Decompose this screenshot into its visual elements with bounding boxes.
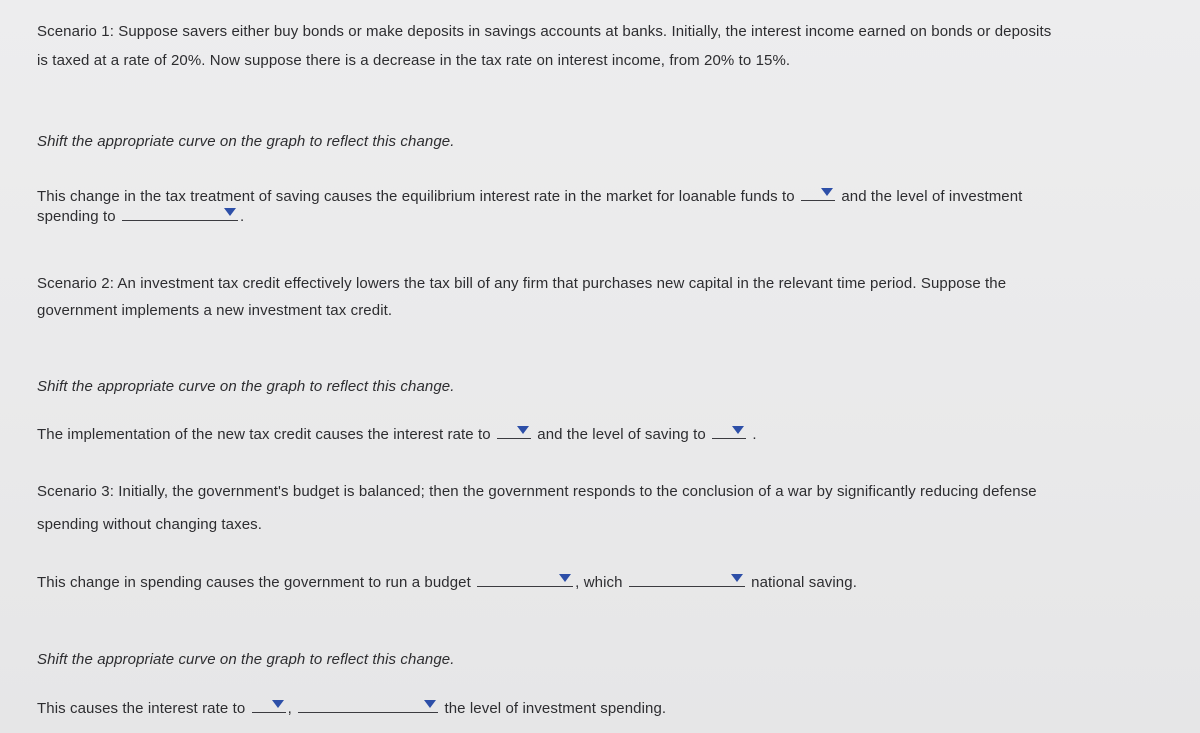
dropdown-arrow-icon <box>559 574 571 582</box>
scenario2-question-line <box>37 424 757 445</box>
dropdown-arrow-icon <box>224 208 236 216</box>
scenario3-interest-rate-dropdown[interactable] <box>252 698 286 713</box>
scenario1-question-line1 <box>37 186 1022 207</box>
scenario3-text-line1: Scenario 3: Initially, the government's budget is balanced; then the government responds to the conclusion of a war by significantly reducing defense <box>37 483 1037 500</box>
scenario1-question-period: . <box>239 208 245 225</box>
scenario3-question-line <box>37 572 857 593</box>
scenario3-national-saving-dropdown[interactable] <box>629 572 745 587</box>
scenario3-question-text-b: , which <box>575 574 623 591</box>
scenario2-instruction: Shift the appropriate curve on the graph to reflect this change. <box>37 378 455 395</box>
scenario2-question-text-b: and the level of saving to <box>537 426 706 443</box>
scenario3-investment-dropdown[interactable] <box>298 698 438 713</box>
scenario1-instruction: Shift the appropriate curve on the graph to reflect this change. <box>37 133 455 150</box>
dropdown-arrow-icon <box>731 574 743 582</box>
scenario3-instruction: Shift the appropriate curve on the graph to reflect this change. <box>37 651 455 668</box>
scenario3-text-line2: spending without changing taxes. <box>37 516 263 533</box>
scenario2-text-line1: Scenario 2: An investment tax credit effectively lowers the tax bill of any firm that purchases new capital in the relevant time period. Suppose the <box>37 275 1007 292</box>
scenario2-question-text-a: The implementation of the new tax credit causes the interest rate to <box>37 426 491 443</box>
scenario1-text-line1: Scenario 1: Suppose savers either buy bonds or make deposits in savings accounts at banks. Initially, the interest income earned on bonds or deposits <box>37 23 1052 40</box>
scenario1-question-text-a: This change in the tax treatment of saving causes the equilibrium interest rate in the market for loanable funds to <box>37 188 795 205</box>
scenario3-question2-text-a: This causes the interest rate to <box>37 700 246 717</box>
scenario1-question-text-c: spending to <box>37 208 116 225</box>
scenario1-text-line2: is taxed at a rate of 20%. Now suppose there is a decrease in the tax rate on interest income, from 20% to 15%. <box>37 52 791 69</box>
scenario2-text-line2: government implements a new investment tax credit. <box>37 302 393 319</box>
scenario1-investment-dropdown[interactable] <box>122 206 238 221</box>
dropdown-arrow-icon <box>732 426 744 434</box>
scenario3-budget-dropdown[interactable] <box>477 572 573 587</box>
scenario2-question-period: . <box>752 426 757 443</box>
scenario3-question2-line <box>37 698 666 719</box>
dropdown-arrow-icon <box>272 700 284 708</box>
scenario2-saving-dropdown[interactable] <box>712 424 746 439</box>
scenario1-question-text-b: and the level of investment <box>841 188 1023 205</box>
scenario3-question2-text-b: the level of investment spending. <box>444 700 667 717</box>
dropdown-arrow-icon <box>517 426 529 434</box>
scenario2-interest-rate-dropdown[interactable] <box>497 424 531 439</box>
dropdown-arrow-icon <box>424 700 436 708</box>
scenario3-question2-comma: , <box>287 700 292 717</box>
scenario1-interest-rate-dropdown[interactable] <box>801 186 835 201</box>
dropdown-arrow-icon <box>821 188 833 196</box>
scenario3-question-text-a: This change in spending causes the government to run a budget <box>37 574 471 591</box>
scenario3-question-text-c: national saving. <box>751 574 857 591</box>
scenario1-question-line2 <box>37 206 244 227</box>
